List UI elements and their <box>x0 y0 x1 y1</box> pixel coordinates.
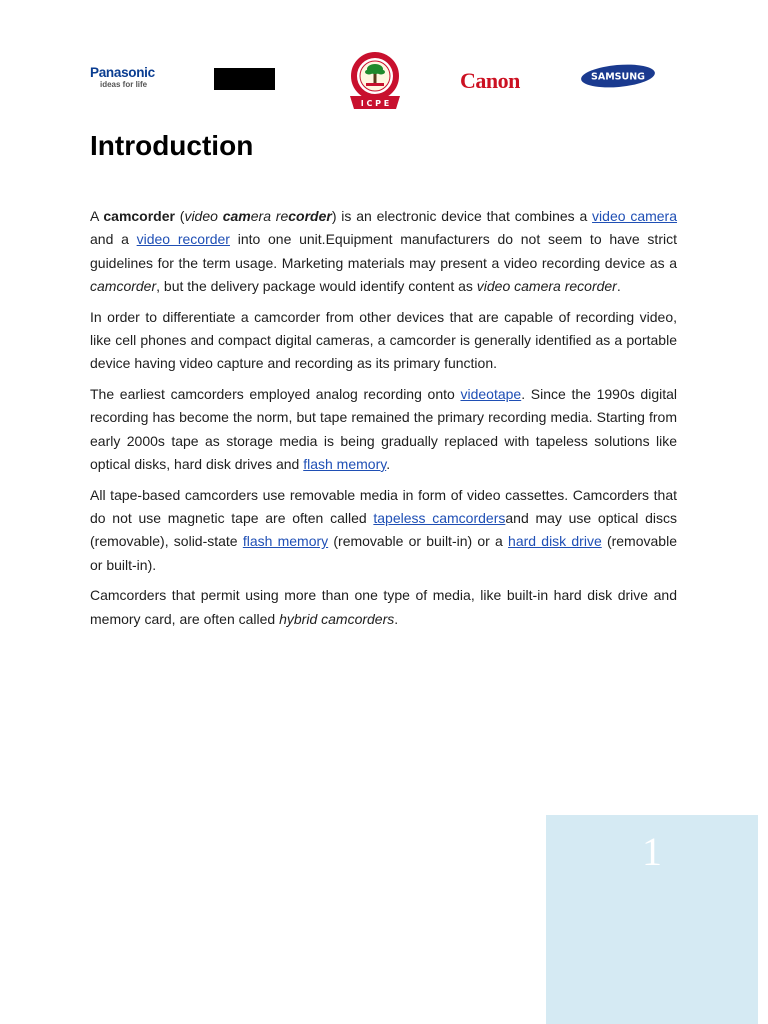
panasonic-logo <box>90 66 168 90</box>
link-videotape[interactable]: videotape <box>460 386 522 403</box>
italic-text: camcorder <box>90 277 157 294</box>
paragraph-2: In order to differentiate a camcorder from other devices that are capable of recording video, like cell phones and compact digital cameras, a camcorder is generally identified as a portable device having video capture and recording as its primary function. <box>90 308 677 372</box>
text: ) is an electronic device that combines a <box>331 208 593 224</box>
text: . <box>386 455 391 472</box>
samsung-logo <box>580 62 656 90</box>
etymology-text: video <box>184 208 223 224</box>
text: into one unit.Equipment manufacturers do not seem to have strict guidelines for the term usage. Marketing materials may present a video recording device as a <box>90 231 677 271</box>
paragraph-3 <box>90 383 677 476</box>
link-flash-memory[interactable]: flash memory <box>242 533 329 550</box>
text: Camcorders that permit using more than one type of media, like built-in hard disk drive and memory card, are often called <box>90 587 677 627</box>
redacted-logo <box>214 68 275 90</box>
link-tapeless-camcorders[interactable]: tapeless camcorders <box>373 510 506 527</box>
panasonic-brand-text: Panasonic <box>90 65 155 80</box>
samsung-logo-text: SAMSUNG <box>591 71 645 83</box>
link-hard-disk-drive[interactable]: hard disk drive <box>508 533 602 550</box>
page-number: 1 <box>642 829 662 874</box>
etymology-text-bold: corder <box>288 208 332 224</box>
text: (removable or built-in). <box>90 533 677 573</box>
emblem-text: I C P E <box>360 99 390 108</box>
text: The earliest camcorders employed analog recording onto <box>90 386 461 403</box>
text: All tape-based camcorders use removable media in form of video cassettes. Camcorders that do not use magnetic tape are often called <box>90 486 677 527</box>
term-camcorder: camcorder <box>103 208 175 224</box>
link-video-camera[interactable]: video camera <box>592 208 678 224</box>
etymology-text: era re <box>250 208 289 224</box>
link-video-recorder[interactable]: video recorder <box>136 231 230 248</box>
text: . <box>616 277 621 294</box>
logo-strip <box>0 0 768 120</box>
panasonic-tagline: ideas for life <box>100 80 148 89</box>
etymology-text-bold: cam <box>222 208 251 224</box>
text: ( <box>174 208 185 224</box>
paragraph-1 <box>90 205 677 298</box>
text: A <box>90 208 104 224</box>
italic-text: video camera recorder <box>476 277 617 294</box>
text: (removable or built-in) or a <box>328 533 509 550</box>
text: . Since the 1990s digital recording has become the norm, but tape remained the primary recording media. Starting from early 2000s tape as storage media is being gradually replaced with tapeless solutions like optical disks, hard disk drives and <box>90 386 677 472</box>
text: and may use optical discs (removable), solid-state <box>90 510 677 550</box>
canon-logo: Canon <box>460 68 520 93</box>
page-number-box <box>546 815 758 1024</box>
text: , but the delivery package would identify content as <box>156 277 477 294</box>
document-body <box>90 205 677 639</box>
page-title: Introduction <box>90 130 254 161</box>
text: and a <box>90 231 137 248</box>
italic-text: hybrid camcorders <box>279 610 395 627</box>
link-flash-memory[interactable]: flash memory <box>303 455 387 472</box>
text: . <box>394 610 399 627</box>
paragraph-5 <box>90 584 677 631</box>
university-emblem-icon <box>346 52 404 112</box>
paragraph-4 <box>90 484 677 577</box>
